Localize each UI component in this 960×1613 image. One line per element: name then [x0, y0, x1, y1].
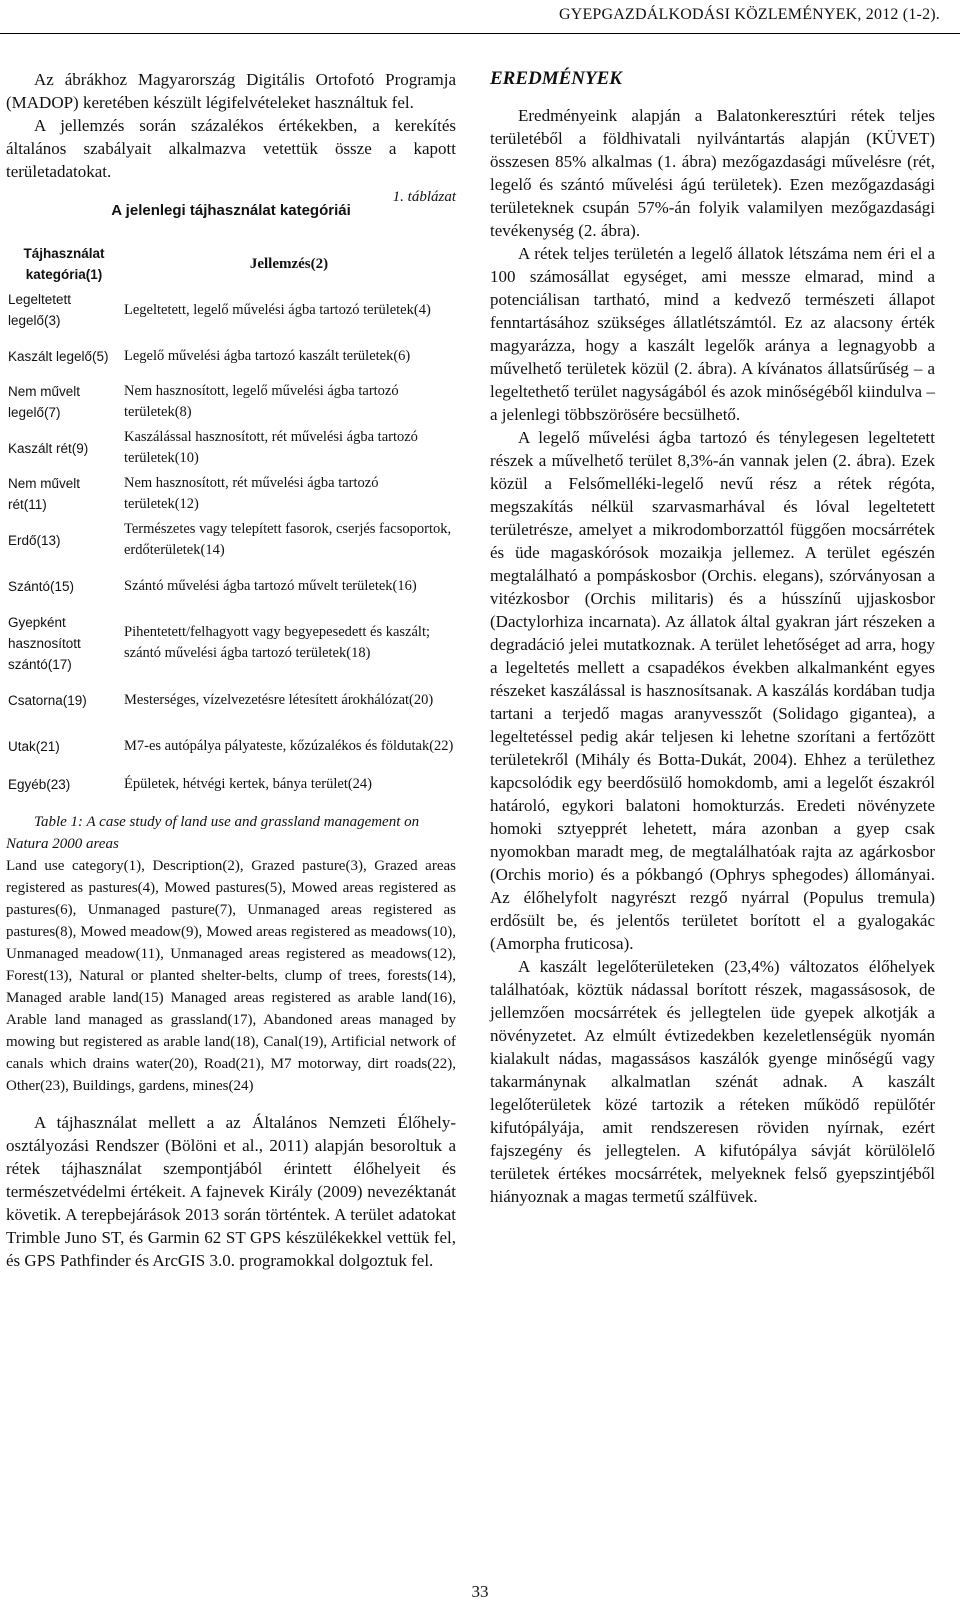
page-number: 33	[471, 1582, 489, 1601]
paragraph-method: A jellemzés során százalékos értékekben, a kerekítés általános szabályait alkalmazva vetettük össze a kapott területadatokat.	[6, 116, 456, 181]
row-description: M7-es autópálya pályateste, kőzúzalékos és földutak(22)	[124, 737, 454, 754]
caption-title: Table 1: A case study of land use and grassland management on Natura 2000 areas	[6, 814, 420, 852]
row-category: Nem művelt legelő(7)	[8, 384, 81, 420]
row-description: Nem hasznosított, legelő művelési ágba tartozó területek(8)	[124, 383, 399, 420]
row-category: Kaszált rét(9)	[8, 440, 89, 456]
table-row	[6, 723, 456, 769]
left-column	[6, 68, 456, 1272]
row-description: Szántó művelési ágba tartozó művelt területek(16)	[124, 577, 417, 594]
paragraph-closing: A tájhasználat mellett a az Általános Nemzeti Élőhely-osztályozási Rendszer (Bölöni et al., 2011) alapján besoroltuk a rétek tájhasználat szempontjából érintett élőhelyeit és természetvédelmi értékeit. A fajnevek Király (2009) nevezéktanát követik. A terepbejárások 2013 során történtek. A terület adatokat Trimble Juno ST, és Garmin 62 ST GPS készülékekkel vettük fel, és GPS Pathfinder és ArcGIS 3.0. programokkal dolgoztuk fel.	[6, 1113, 456, 1270]
table-row	[6, 425, 456, 471]
table-header-description: Jellemzés(2)	[249, 255, 329, 272]
row-description: Természetes vagy telepített fasorok, cserjés facsoportok, erdőterületek(14)	[124, 521, 452, 558]
table-row	[6, 769, 456, 799]
caption-body: Land use category(1), Description(2), Grazed pasture(3), Grazed areas registered as pastures(4), Mowed pastures(5), Mowed areas registered as pastures(6), Unmanaged pasture(7), Unmanaged areas registered as pastures(8), Mowed meadow(9), Mowed areas registered as meadows(10), Unmanaged meadow(11), Unmanaged areas registered as meadows(12), Forest(13), Natural or planted shelter-belts, clump of trees, forests(14), Managed arable land(15) Managed areas registered as arable land(16), Arable land managed as grassland(17), Abandoned areas managed by mowing but registered as arable land(18), Canal(19), Artificial network of canals which drains water(20), Road(21), M7 motorway, dirt roads(22), Other(23), Buildings, gardens, mines(24)	[6, 858, 456, 1094]
row-category: Erdő(13)	[8, 532, 61, 548]
table-header-category: Tájhasználat kategória(1)	[23, 246, 105, 282]
paragraph-results-1: Eredményeink alapján a Balatonkeresztúri rétek teljes területéből a földhivatali nyilvántartás alapján (KÜVET) összesen 85% alkalmas (1. ábra) mezőgazdasági művelésre (rét, legelő és szántó művelési ágú területek). Ezen mezőgazdasági területeknek csupán 57%-án folyik valamilyen mezőgazdasági tevékenység (2. ábra).	[490, 106, 935, 240]
table-row	[6, 517, 456, 563]
header-rule	[0, 33, 960, 34]
table-row	[6, 471, 456, 517]
paragraph-results-2: A rétek teljes területén a legelő állatok létszáma nem éri el a 100 számosállat egységet, ami messze elmarad, mind a potenciálisan tartható, mind a kedvező természeti állapot fenntartásához szükséges állatlétszámtól. Ez az alacsony érték magyarázza, hogy a kaszált legelők aránya a legnagyobb a művelhető területek közül (2. ábra). A kívánatos állatsűrűség – a legeltethető terület nagyságából és azok minőségéből kiindulva – a jelenlegi többszörösére becsülhető.	[490, 244, 935, 424]
table-title: A jelenlegi tájhasználat kategóriái	[111, 202, 351, 219]
row-description: Pihentetett/felhagyott vagy begyepesedett és kaszált; szántó művelési ágba tartozó területek(18)	[124, 624, 431, 661]
paragraph-madop: Az ábrákhoz Magyarország Digitális Ortofotó Programja (MADOP) keretében készült légifelvételeket használtuk fel.	[6, 70, 456, 112]
row-category: Gyepként hasznosított szántó(17)	[8, 614, 81, 672]
row-category: Szántó(15)	[8, 578, 75, 594]
row-description: Épületek, hétvégi kertek, bánya terület(24)	[124, 775, 373, 792]
row-description: Legelő művelési ágba tartozó kaszált területek(6)	[124, 347, 411, 364]
table-row	[6, 333, 456, 379]
row-category: Legeltetett legelő(3)	[8, 292, 72, 328]
section-heading: EREDMÉNYEK	[490, 68, 622, 89]
right-column	[490, 68, 935, 1208]
table-header-row	[6, 241, 456, 287]
table-row	[6, 609, 456, 677]
table-row	[6, 287, 456, 333]
paragraph-results-3: A legelő művelési ágba tartozó és ténylegesen legeltetett részek a művelhető terület 8,3%-án vannak jelen (2. ábra). Ezek közül a Felsőmelléki-legelő nevű rész a rétek régóta, megszakítás nélkül szarvasmarhával és lóval legeltetett területrésze, amelyet a mikrodomborzattól függően mocsárrétek és üde magaskórósok mozaikja jellemez. A terület egészén megtalálható a pompáskosbor (Orchis. elegans), szórványosan a vitézkosbor (Orchis militaris) és a hússzínű ujjaskosbor (Dactylorhiza incarnata). Az állatok által gyakran járt részeken a degradáció jelei mutatkoznak. A terület lehetőséget ad arra, hogy a legeltetés mellett a csapadékos években alkalmanként egyes részeket kaszálással is hasznosítsanak. A kaszálás kordában tudja tartani a terjedő magas aranyvesszőt (Solidago gigantea), a legeltetéssel pedig akár teljesen ki lehetne szorítani a fertőzött területekről (Mihály és Botta-Dukát, 2004). Ehhez a területhez kapcsolódik egy beerdősülő homokdomb, ami a legelőt északról határoló, egykori balatoni homokturzás. Eredeti növényzete homoki sztyepprét lehetett, mára azonban a gyep csak nyomokban maradt meg, de megtalálhatóak rajta az agárkosbor (Orchis morio) és a pókbangó (Ophrys sphegodes) állományai. Az élőhelyfolt nagyrészt rezgő nyárral (Populus tremula) erdősült be, és jelentős területet borított el a gyalogakác (Amorpha fruticosa).	[490, 428, 935, 953]
row-category: Csatorna(19)	[8, 692, 87, 708]
running-head: GYEPGAZDÁLKODÁSI KÖZLEMÉNYEK, 2012 (1-2).	[558, 6, 940, 23]
row-description: Nem hasznosított, rét művelési ágba tartozó területek(12)	[124, 475, 379, 512]
landuse-table	[6, 241, 456, 799]
table-row	[6, 563, 456, 609]
row-category: Egyéb(23)	[8, 776, 71, 792]
row-category: Utak(21)	[8, 738, 60, 754]
paragraph-results-4: A kaszált legelőterületeken (23,4%) változatos élőhelyek találhatóak, köztük nádassal borított részek, magassásosok, de jellemzően mocsárrétek és jellegtelen üde gyepek alkotják a növényzetet. Az elmúlt évtizedekben kezeletlenségük nyomán kialakult nádas, magassásos kaszálók gyenge minőségű vagy takarmánynak alkalmatlan szénát adnak. A kaszált legelőterületek közé tartozik a réteken működő repülőtér kifutópályája, amit rendszeresen röviden nyírnak, ezért fajszegény és jellegtelen. A kifutópálya sávját körülölelő területek értékes mocsárrétek, melyeknek felső gyepszintjéből hiányoznak a magas termetű szálfüvek.	[490, 957, 935, 1206]
table-row	[6, 379, 456, 425]
row-category: Nem művelt rét(11)	[8, 476, 81, 512]
table-caption	[6, 811, 456, 1097]
row-description: Legeltetett, legelő művelési ágba tartozó területek(4)	[124, 301, 431, 318]
row-description: Mesterséges, vízelvezetésre létesített árokhálózat(20)	[124, 691, 434, 708]
row-description: Kaszálással hasznosított, rét művelési ágba tartozó területek(10)	[124, 429, 418, 466]
table-tag: 1. táblázat	[392, 189, 456, 205]
row-category: Kaszált legelő(5)	[8, 348, 109, 364]
table-row	[6, 677, 456, 723]
